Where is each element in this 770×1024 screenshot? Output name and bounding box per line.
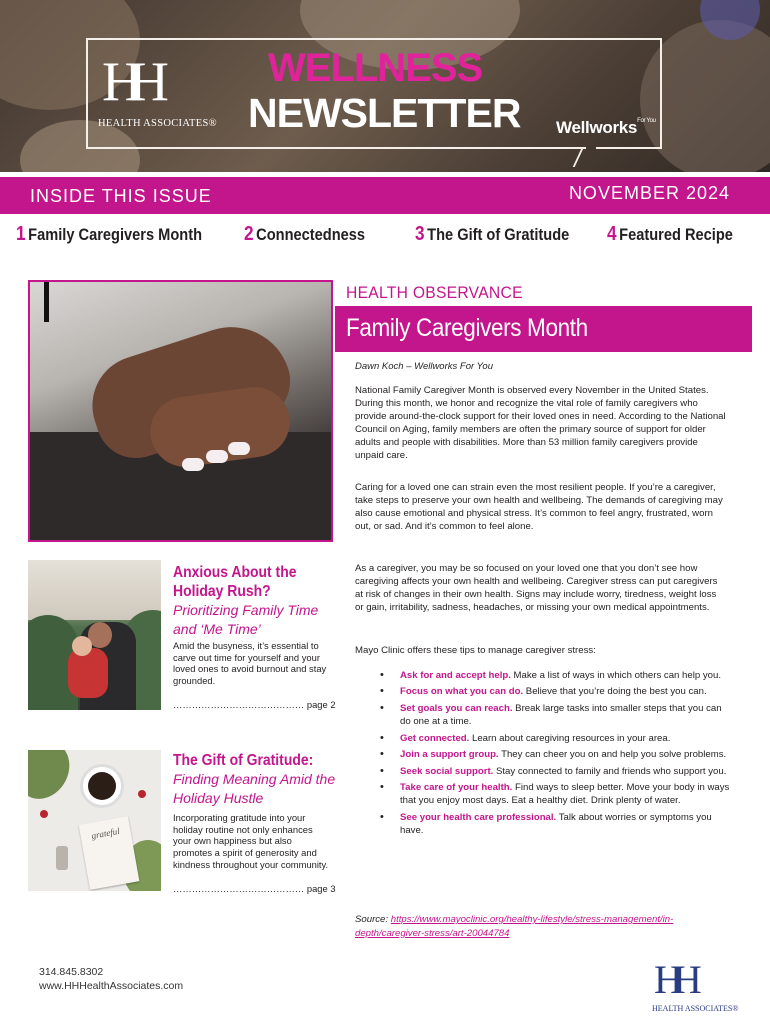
title-frame bbox=[573, 147, 584, 167]
tip-item bbox=[376, 781, 732, 807]
tip-text: Make a list of ways in which others can help you. bbox=[510, 670, 721, 681]
article-title: Family Caregivers Month bbox=[346, 314, 588, 342]
photo-detail bbox=[182, 458, 204, 471]
toc-item[interactable] bbox=[244, 223, 365, 246]
wellworks-brand: Wellworks bbox=[556, 118, 638, 137]
hh-logo bbox=[98, 52, 228, 132]
newsletter-title-line1: WELLNESS bbox=[268, 46, 483, 90]
article-paragraph: Caring for a loved one can strain even the most resilient people. If you’re a caregiver, take steps to preserve your own health and wellbeing. The demands of caregiving may also cause emotional and physical stress. It’s common to feel angry, frustrated, worn out, or sad. And it’s common to feel alone. bbox=[355, 482, 723, 533]
photo-detail bbox=[138, 790, 146, 798]
tip-item bbox=[376, 748, 732, 761]
article-paragraph: Mayo Clinic offers these tips to manage caregiver stress: bbox=[355, 645, 596, 656]
tip-text: Stay connected to family and friends who support you. bbox=[493, 765, 727, 777]
issue-date: NOVEMBER 2024 bbox=[568, 183, 730, 203]
newsletter-title-line2: NEWSLETTER bbox=[248, 90, 521, 136]
logo-monogram: HH bbox=[654, 957, 692, 1002]
tip-text: Find ways to sleep better. Move your body in ways that you enjoy most days. Eat a healthy diet. Drink plenty of water. bbox=[400, 782, 730, 807]
tip-item bbox=[376, 732, 732, 745]
article-paragraph: As a caregiver, you may be so focused on your loved one that you don’t see how caregiving affects your own health and wellbeing. Caregiver stress can put caregivers at risk of changes in their own health. Signs may include worry, tiredness, weight loss or gain, irritability, sadness, headaches, or missing your own medical appointments. bbox=[355, 563, 718, 614]
tip-text: Talk about worries or symptoms you have. bbox=[400, 811, 712, 836]
photo-detail bbox=[44, 282, 49, 322]
source-citation bbox=[355, 913, 735, 940]
tips-list bbox=[376, 669, 732, 840]
tip-highlight: Ask for and accept help. bbox=[400, 670, 511, 681]
section-label: HEALTH OBSERVANCE bbox=[346, 283, 523, 302]
header-banner bbox=[0, 0, 770, 172]
byline: Dawn Koch – Wellworks For You bbox=[355, 361, 493, 372]
source-label: Source: bbox=[355, 914, 391, 925]
issue-bar bbox=[0, 177, 770, 214]
toc-number: 2 bbox=[244, 223, 254, 245]
sidebar-page-ref[interactable]: …………………………………… page 3 bbox=[173, 883, 336, 894]
photo-detail bbox=[68, 648, 108, 698]
tip-item bbox=[376, 765, 732, 778]
sidebar-title: The Gift of Gratitude: bbox=[173, 752, 314, 769]
tip-item bbox=[376, 669, 732, 682]
hh-logo-footer bbox=[648, 958, 748, 1018]
tip-highlight: Take care of your health. bbox=[400, 782, 513, 793]
logo-tagline: HEALTH ASSOCIATES® bbox=[652, 1004, 739, 1013]
tip-text: Learn about caregiving resources in your area. bbox=[469, 732, 671, 744]
website-link[interactable]: www.HHHealthAssociates.com bbox=[39, 980, 184, 992]
logo-monogram: HH bbox=[102, 51, 155, 113]
sidebar-body: Amid the busyness, it’s essential to carve out time for yourself and your loved ones to avoid burnout and stay grounded. bbox=[173, 640, 327, 687]
photo-detail bbox=[72, 636, 92, 656]
tip-item bbox=[376, 702, 732, 728]
photo-detail bbox=[40, 810, 48, 818]
toc-number: 1 bbox=[16, 223, 26, 245]
photo-detail bbox=[28, 750, 80, 808]
photo-detail bbox=[56, 846, 68, 870]
toc-label: Featured Recipe bbox=[619, 225, 733, 244]
tip-text: Break large tasks into smaller steps that you can do one at a time. bbox=[400, 702, 722, 728]
tip-highlight: See your health care professional. bbox=[400, 811, 557, 823]
sidebar-subtitle: Prioritizing Family Time and ‘Me Time’ bbox=[173, 602, 319, 637]
sidebar-title: Anxious About the Holiday Rush? bbox=[173, 564, 297, 600]
tip-text: They can cheer you on and help you solve problems. bbox=[498, 749, 727, 761]
toc-item[interactable] bbox=[16, 223, 202, 246]
contact-info bbox=[39, 965, 183, 993]
phone-number[interactable]: 314.845.8302 bbox=[39, 966, 104, 978]
tip-highlight: Focus on what you can do. bbox=[400, 686, 524, 698]
table-of-contents bbox=[0, 223, 770, 249]
tip-highlight: Set goals you can reach. bbox=[400, 702, 513, 714]
photo-detail bbox=[206, 450, 228, 463]
title-frame bbox=[86, 147, 586, 149]
tip-highlight: Join a support group. bbox=[400, 749, 499, 761]
sidebar-body: Incorporating gratitude into your holiday routine not only enhances your own happiness but also promotes a spirit of generosity and kindness throughout your community. bbox=[173, 812, 329, 870]
toc-item[interactable] bbox=[607, 223, 733, 246]
logo-tagline: HEALTH ASSOCIATES® bbox=[98, 118, 217, 129]
article-title-bar bbox=[335, 306, 752, 352]
gratitude-card: grateful bbox=[79, 816, 140, 890]
photo-detail bbox=[28, 560, 161, 620]
article-paragraph: National Family Caregiver Month is observed every November in the United States. During this month, we honor and recognize the vital role of family caregivers who provide around-the-clock support for their loved ones in need. According to the National Council on Aging, family members are often the primary source of support for older adults and people with disabilities. More than 53 million family caregivers provide unpaid care. bbox=[355, 385, 726, 462]
sidebar-subtitle: Finding Meaning Amid the Holiday Hustle bbox=[173, 771, 336, 806]
tip-highlight: Get connected. bbox=[400, 732, 470, 744]
wellworks-logo bbox=[556, 118, 656, 138]
toc-label: The Gift of Gratitude bbox=[427, 225, 570, 244]
wellworks-superscript: For You bbox=[637, 118, 656, 124]
toc-number: 4 bbox=[607, 223, 617, 245]
toc-label: Family Caregivers Month bbox=[28, 225, 203, 244]
tip-text: Believe that you’re doing the best you can. bbox=[523, 686, 707, 698]
gratitude-photo bbox=[28, 750, 161, 891]
inside-this-issue-label: INSIDE THIS ISSUE bbox=[30, 186, 212, 206]
title-frame bbox=[596, 147, 662, 149]
tip-item bbox=[376, 811, 732, 837]
caregiver-hands-photo bbox=[28, 280, 333, 542]
sidebar-page-ref[interactable]: …………………………………… page 2 bbox=[173, 699, 336, 710]
toc-label: Connectedness bbox=[256, 225, 366, 244]
tip-item bbox=[376, 685, 732, 698]
toc-number: 3 bbox=[415, 223, 425, 245]
family-hug-photo bbox=[28, 560, 161, 710]
source-link[interactable]: https://www.mayoclinic.org/healthy-lifestyle/stress-management/in-depth/caregiver-stress/art-20044784 bbox=[355, 914, 674, 939]
photo-detail bbox=[88, 772, 116, 800]
photo-detail bbox=[228, 442, 250, 455]
tip-highlight: Seek social support. bbox=[400, 765, 494, 777]
toc-item[interactable] bbox=[415, 223, 569, 246]
